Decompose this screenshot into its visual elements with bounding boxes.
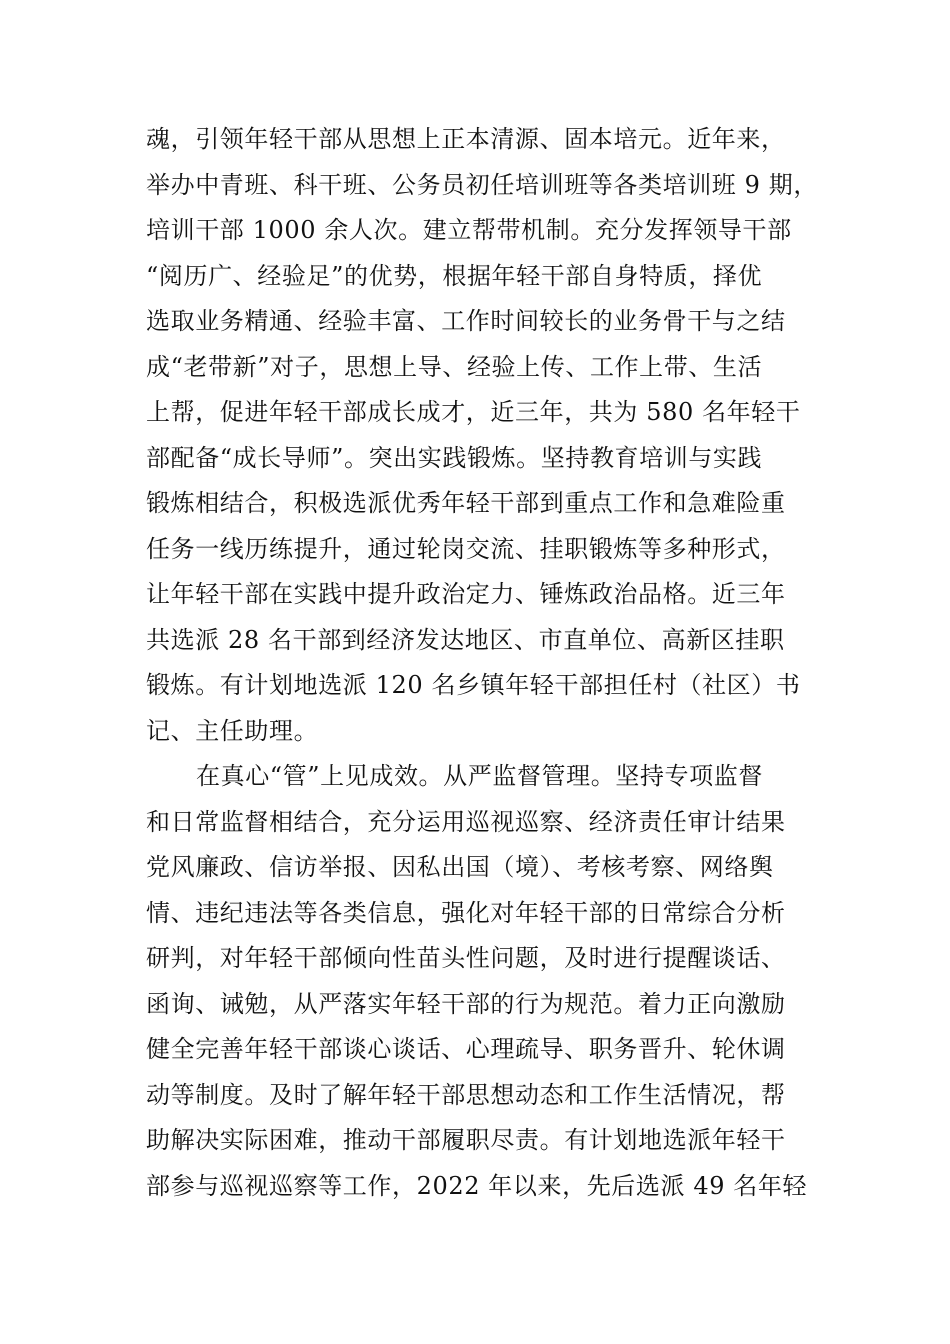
text-line: 助解决实际困难，推动干部履职尽责。有计划地选派年轻干 <box>146 1126 786 1154</box>
text-line: “阅历广、经验足”的优势，根据年轻干部自身特质，择优 <box>146 262 763 290</box>
text-line: 锻炼相结合，积极选派优秀年轻干部到重点工作和急难险重 <box>146 489 786 517</box>
text-line: 让年轻干部在实践中提升政治定力、锤炼政治品格。近三年 <box>146 580 786 608</box>
text-line: 党风廉政、信访举报、因私出国（境）、考核考察、网络舆 <box>146 853 774 881</box>
text-line: 选取业务精通、经验丰富、工作时间较长的业务骨干与之结 <box>146 307 786 335</box>
text-line: 动等制度。及时了解年轻干部思想动态和工作生活情况，帮 <box>146 1081 786 1109</box>
text-line: 研判，对年轻干部倾向性苗头性问题，及时进行提醒谈话、 <box>146 944 786 972</box>
text-line: 锻炼。有计划地选派 120 名乡镇年轻干部担任村（社区）书 <box>146 671 801 699</box>
text-line: 举办中青班、科干班、公务员初任培训班等各类培训班 9 期， <box>146 171 818 199</box>
text-line: 培训干部 1000 余人次。建立帮带机制。充分发挥领导干部 <box>146 216 792 244</box>
text-line: 函询、诫勉，从严落实年轻干部的行为规范。着力正向激励 <box>146 990 786 1018</box>
text-line: 健全完善年轻干部谈心谈话、心理疏导、职务晋升、轮休调 <box>146 1035 786 1063</box>
text-line: 部参与巡视巡察等工作，2022 年以来，先后选派 49 名年轻 <box>146 1172 808 1200</box>
text-line: 上帮，促进年轻干部成长成才，近三年，共为 580 名年轻干 <box>146 398 801 426</box>
text-line: 成“老带新”对子，思想上导、经验上传、工作上带、生活 <box>146 353 763 381</box>
text-line: 记、主任助理。 <box>146 717 319 745</box>
text-line: 共选派 28 名干部到经济发达地区、市直单位、高新区挂职 <box>146 626 785 654</box>
text-line: 情、违纪违法等各类信息，强化对年轻干部的日常综合分析 <box>146 899 786 927</box>
paragraph-start-line: 在真心“管”上见成效。从严监督管理。坚持专项监督 <box>196 762 763 790</box>
text-line: 部配备“成长导师”。突出实践锻炼。坚持教育培训与实践 <box>146 444 763 472</box>
text-line: 魂，引领年轻干部从思想上正本清源、固本培元。近年来， <box>146 125 786 153</box>
text-line: 和日常监督相结合，充分运用巡视巡察、经济责任审计结果 <box>146 808 786 836</box>
text-line: 任务一线历练提升，通过轮岗交流、挂职锻炼等多种形式， <box>146 535 786 563</box>
